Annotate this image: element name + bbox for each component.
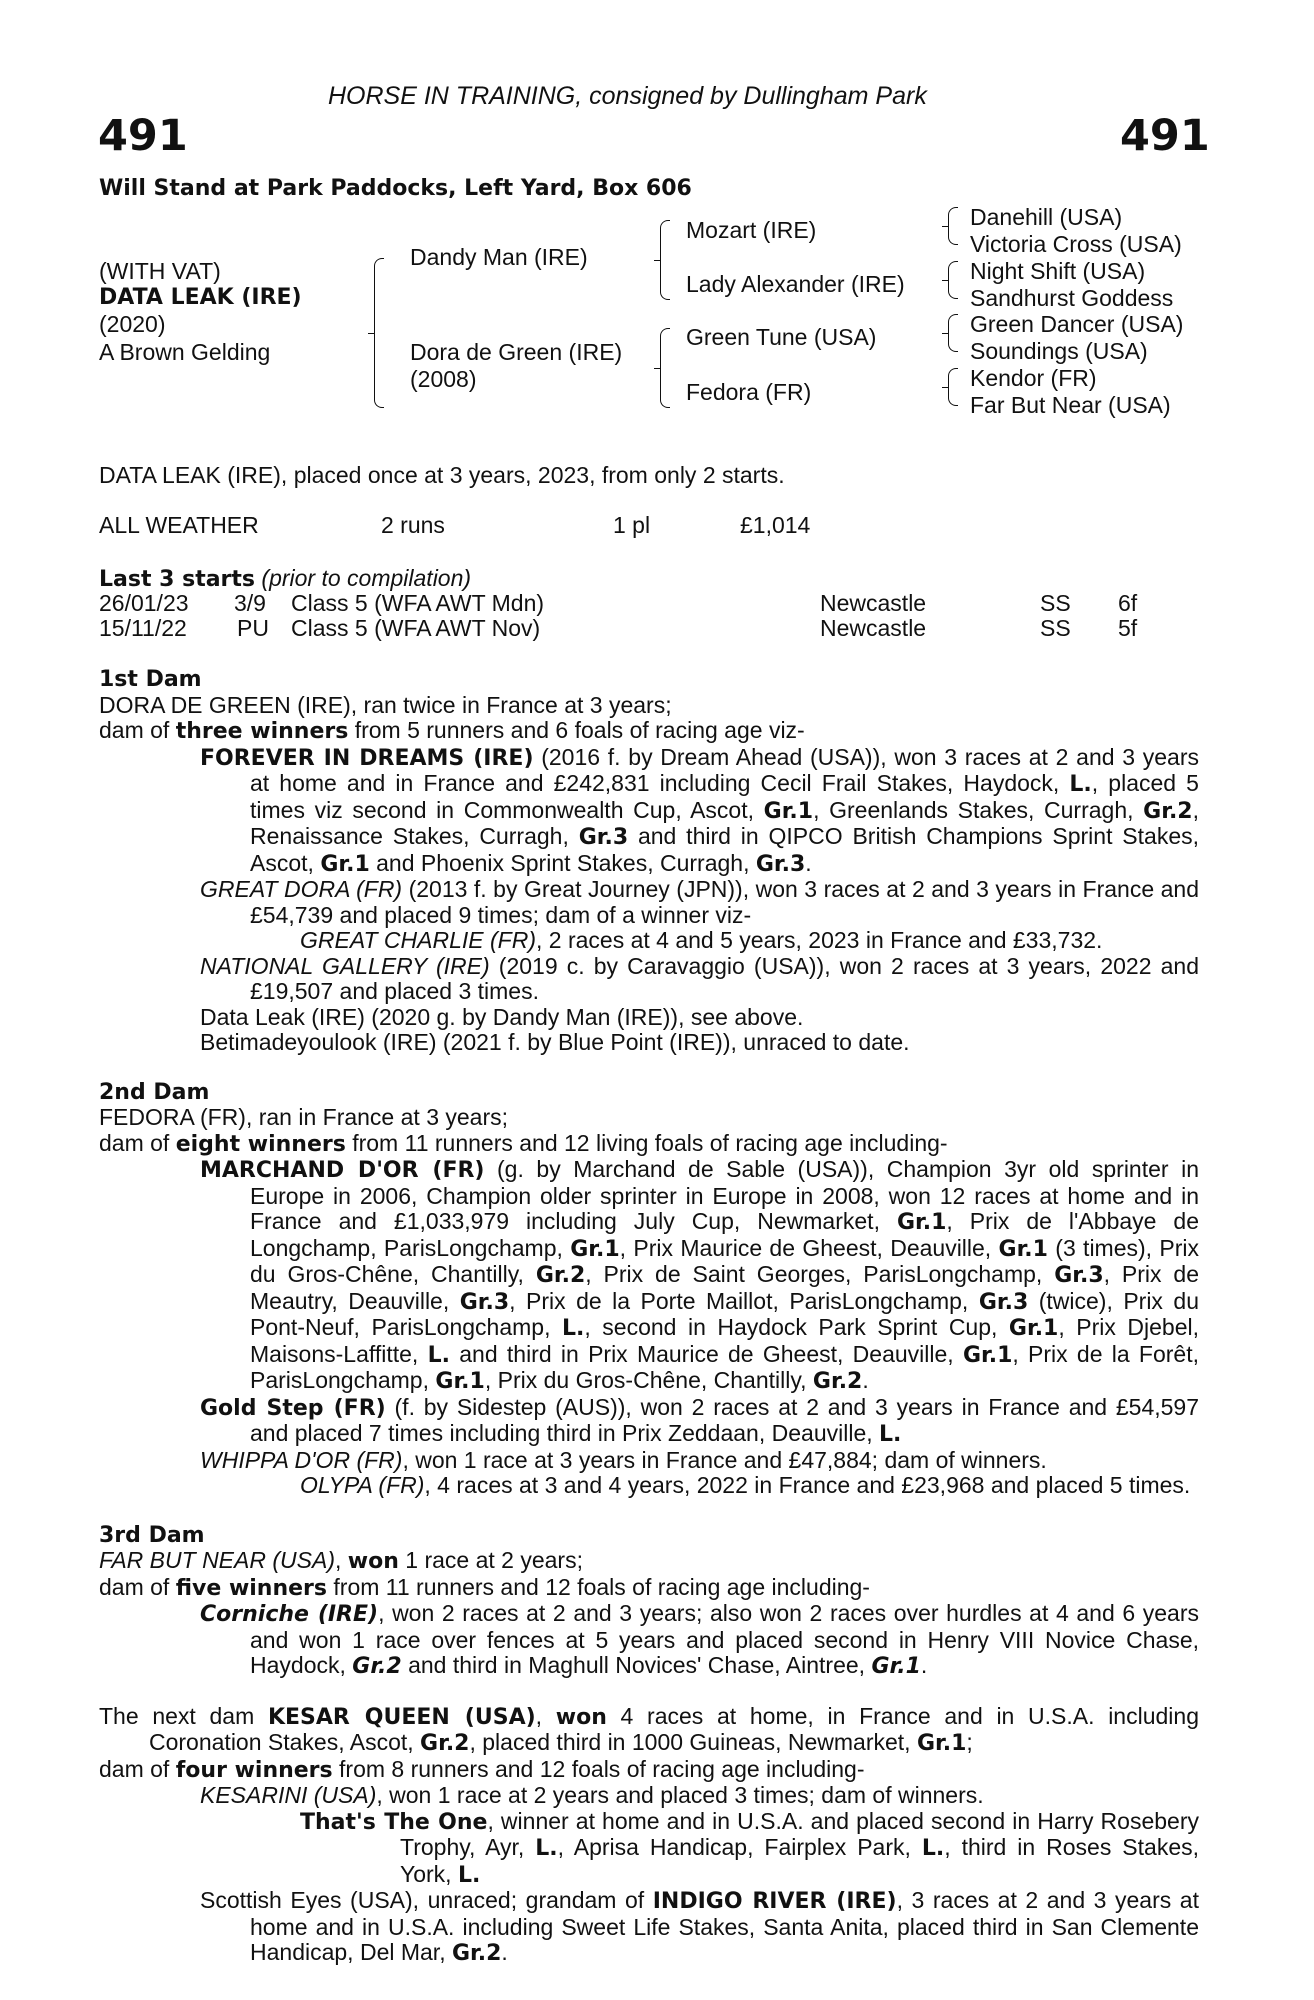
last-starts-heading (99, 566, 471, 593)
text-run: and third in Prix Maurice de Gheest, Deauville, (449, 1340, 963, 1367)
text-run: from 5 runners and 6 foals of racing age viz- (348, 717, 805, 743)
grade-label: L. (921, 1836, 945, 1861)
won-label: won (347, 1549, 399, 1574)
last-starts-title: Last 3 starts (99, 567, 256, 592)
horse-description: A Brown Gelding (99, 339, 271, 365)
catalogue-subtitle: HORSE IN TRAINING, consigned by Dullingham Park (328, 82, 927, 110)
produce-name: NATIONAL GALLERY (IRE) (200, 952, 490, 979)
produce-entry (99, 928, 1199, 954)
produce-name: INDIGO RIVER (IRE) (652, 1889, 897, 1914)
produce-name: FOREVER IN DREAMS (IRE) (200, 745, 534, 771)
race-summary: DATA LEAK (IRE), placed once at 3 years, 2023, from only 2 starts. (99, 462, 785, 488)
text-run: , won 1 race at 3 years in France and £47,884; dam of winners. (402, 1446, 1047, 1473)
section-gap (99, 1499, 1199, 1523)
text-run: . (862, 1367, 869, 1393)
grade-label: Gr.1 (962, 1342, 1013, 1368)
grade-label: Gr.3 (978, 1289, 1029, 1315)
produce-name: OLYPA (FR) (300, 1472, 425, 1498)
grade-label: Gr.2 (352, 1654, 402, 1679)
text-run: and third in Maghull Novices' Chase, Aintree, (401, 1652, 872, 1678)
text-run: . (805, 849, 812, 876)
grade-label: Gr.3 (1054, 1263, 1104, 1288)
dam-details (99, 667, 1199, 1967)
produce-entry (99, 1783, 1199, 1809)
produce-entry (99, 1473, 1199, 1499)
text-run: ; (966, 1729, 973, 1755)
pedigree-g8: Far But Near (USA) (970, 392, 1171, 418)
pedigree-brace (660, 328, 670, 408)
start-distance: 5f (1118, 615, 1138, 641)
text-run: dam of (99, 1573, 176, 1600)
last-starts-note: (prior to compilation) (261, 565, 472, 591)
grade-label: L. (427, 1342, 450, 1368)
pedigree-sire-sire: Mozart (IRE) (686, 217, 817, 243)
second-dam-produce-line (99, 1131, 1199, 1158)
text-run: (g. by Marchand de Sable (USA)), Champion 3yr old sprinter in Europe in 2006, Champion older sprinter in Europe in 2008, won 12 races at home and in France and £1,033,979 including July Cup, Newmarket, (250, 1156, 1200, 1234)
text-run: and Phoenix Sprint Stakes, Curragh, (369, 849, 756, 876)
third-dam-produce-line (99, 1575, 1199, 1602)
pedigree-brace (374, 258, 384, 408)
lot-number-right: 491 (1120, 111, 1210, 161)
start-date: 26/01/23 (99, 590, 189, 616)
first-dam-line: DORA DE GREEN (IRE), ran twice in France at 3 years; (99, 691, 672, 718)
grade-label: L. (457, 1862, 481, 1888)
grade-label: Gr.3 (578, 825, 629, 850)
produce-name: MARCHAND D'OR (FR) (200, 1158, 485, 1183)
pedigree-g2: Victoria Cross (USA) (970, 231, 1182, 257)
grade-label: Gr.1 (916, 1731, 967, 1756)
produce-entry (99, 1601, 1199, 1680)
text-run: 1 race at 2 years; (398, 1547, 583, 1573)
text-run: The next dam (99, 1702, 268, 1729)
text-run: , Greenlands Stakes, Curragh, (813, 796, 1144, 823)
text-run: , second in Haydock Park Sprint Cup, (584, 1314, 1009, 1340)
dam-name: KESAR QUEEN (USA) (267, 1704, 536, 1730)
grade-label: L. (879, 1422, 902, 1447)
winners-count: five winners (175, 1575, 328, 1601)
text-run: , third in Roses Stakes, York, (400, 1834, 1199, 1887)
text-run: dam of (99, 1129, 176, 1156)
text-run: , 2 races at 4 and 5 years, 2023 in France and £33,732. (535, 927, 1103, 953)
produce-name: KESARINI (USA) (200, 1782, 377, 1808)
text-run: , Prix de la Forêt, ParisLongchamp, (250, 1340, 1199, 1393)
text-run: . (920, 1652, 928, 1678)
text-run: 4 races at home, in France and in U.S.A. including Coronation Stakes, Ascot, (149, 1702, 1199, 1755)
section-gap (99, 1680, 1199, 1704)
text-run: , Prix de Saint Georges, ParisLongchamp, (585, 1261, 1055, 1287)
grade-label: Gr.1 (998, 1236, 1048, 1262)
text-run: , Prix de la Porte Maillot, ParisLongchamp, (509, 1287, 979, 1314)
text-run: (3 times), Prix du Gros-Chêne, Chantilly, (250, 1234, 1199, 1287)
second-dam-heading: 2nd Dam (99, 1079, 210, 1105)
start-course: Newcastle (820, 590, 927, 616)
produce-entry (99, 1448, 1199, 1474)
pedigree-sire-dam: Lady Alexander (IRE) (686, 271, 905, 297)
pedigree-g6: Soundings (USA) (970, 338, 1148, 364)
record-runs: 2 runs (381, 512, 445, 538)
grade-label: Gr.2 (1143, 798, 1193, 824)
start-going: SS (1040, 590, 1071, 616)
third-dam-heading: 3rd Dam (99, 1522, 205, 1548)
winners-count: three winners (175, 719, 349, 744)
produce-entry (99, 745, 1199, 878)
grade-label: L. (1069, 772, 1092, 797)
text-run: and third in QIPCO British Champions Sprint Stakes, Ascot, (250, 823, 1200, 876)
grade-label: Gr.1 (320, 851, 370, 877)
text-run: . (501, 1939, 508, 1965)
produce-entry: Data Leak (IRE) (2020 g. by Dandy Man (IRE)), see above. (200, 1003, 804, 1030)
start-race: Class 5 (WFA AWT Nov) (291, 615, 541, 641)
start-going: SS (1040, 615, 1071, 641)
start-position: 3/9 (234, 590, 266, 616)
grade-label: Gr.1 (763, 798, 814, 824)
stand-location: Will Stand at Park Paddocks, Left Yard, Box 606 (99, 176, 692, 201)
produce-entry (99, 877, 1199, 928)
grade-label: Gr.3 (755, 851, 806, 877)
text-run: , won 1 race at 2 years and placed 3 times; dam of winners. (376, 1782, 984, 1808)
text-run: , Aprisa Handicap, Fairplex Park, (557, 1834, 922, 1860)
text-run: from 8 runners and 12 foals of racing age including- (332, 1755, 865, 1782)
grade-label: Gr.2 (451, 1941, 502, 1966)
produce-entry (99, 954, 1199, 1005)
grade-label: Gr.2 (535, 1263, 586, 1288)
pedigree-brace (948, 368, 958, 406)
pedigree-brace (948, 207, 958, 245)
text-run: , Renaissance Stakes, Curragh, (250, 796, 1199, 849)
grade-label: L. (535, 1836, 558, 1861)
text-run: , Prix de l'Abbaye de Longchamp, ParisLongchamp, (250, 1208, 1200, 1261)
start-date: 15/11/22 (99, 615, 187, 641)
produce-name: Gold Step (FR) (200, 1395, 386, 1421)
text-run: , Prix Maurice de Gheest, Deauville, (619, 1234, 999, 1261)
section-gap (99, 1056, 1199, 1080)
pedigree-dam-sire: Green Tune (USA) (686, 324, 877, 350)
pedigree-dam: Dora de Green (IRE) (410, 339, 623, 365)
text-run: Scottish Eyes (USA), unraced; grandam of (200, 1887, 653, 1913)
pedigree-g5: Green Dancer (USA) (970, 311, 1184, 337)
text-run: (2016 f. by Dream Ahead (USA)), won 3 races at 2 and 3 years at home and in France and £242,831 including Cecil Frail Stakes, Haydock, (250, 743, 1199, 796)
text-run: from 11 runners and 12 foals of racing age including- (327, 1573, 870, 1600)
start-position: PU (237, 615, 269, 641)
produce-entry (99, 1809, 1199, 1889)
pedigree-brace (948, 261, 958, 299)
grade-label: Gr.2 (812, 1369, 863, 1394)
produce-name: That's The One (300, 1809, 488, 1835)
text-run: , won 2 races at 2 and 3 years; also won 2 races over hurdles at 4 and 6 years and won 1 race over fences at 5 years and placed second in Henry VIII Novice Chase, Haydock, (250, 1600, 1199, 1678)
pedigree-dam-dam: Fedora (FR) (686, 379, 812, 405)
produce-name: Corniche (IRE) (200, 1602, 379, 1627)
third-dam-line: FAR BUT NEAR (USA), won 1 race at 2 years; (99, 1547, 583, 1574)
start-course: Newcastle (820, 615, 927, 641)
pedigree-g1: Danehill (USA) (970, 204, 1123, 230)
lot-number-left: 491 (98, 111, 188, 161)
winners-count: eight winners (175, 1131, 346, 1157)
winners-count: four winners (175, 1757, 333, 1783)
grade-label: Gr.2 (420, 1731, 470, 1756)
pedigree-brace (948, 314, 958, 352)
start-race: Class 5 (WFA AWT Mdn) (291, 590, 545, 616)
pedigree-g3: Night Shift (USA) (970, 258, 1146, 284)
pedigree-dam-year: (2008) (410, 366, 477, 392)
next-dam-line: The next dam KESAR QUEEN (USA), won 4 races at home, in France and in U.S.A. including Coronation Stakes, Ascot, Gr.2, placed third in 1000 Guineas, Newmarket, Gr.1; (99, 1702, 1199, 1756)
produce-name: GREAT DORA (FR) (200, 876, 403, 902)
first-dam-produce-line (99, 718, 1199, 745)
record-surface: ALL WEATHER (99, 512, 259, 538)
pedigree-g7: Kendor (FR) (970, 365, 1097, 391)
grade-label: Gr.1 (1008, 1316, 1059, 1341)
text-run: , Prix de Meautry, Deauville, (250, 1261, 1199, 1314)
produce-name: WHIPPA D'OR (FR) (200, 1446, 403, 1473)
next-dam-produce-line (99, 1757, 1199, 1784)
grade-label: Gr.1 (435, 1369, 485, 1394)
text-run: , 3 races at 2 and 3 years at home and in U.S.A. including Sweet Life Stakes, Santa Anita, placed third in San Clemente Handicap, Del Mar, (250, 1887, 1199, 1965)
text-run: , placed third in 1000 Guineas, Newmarket, (469, 1729, 917, 1755)
produce-entry (99, 1395, 1199, 1448)
produce-entry (99, 1888, 1199, 1967)
text-run: , 4 races at 3 and 4 years, 2022 in France and £23,968 and placed 5 times. (424, 1472, 1191, 1498)
text-run: , placed 5 times viz second in Commonwealth Cup, Ascot, (250, 770, 1199, 823)
grade-label: Gr.1 (570, 1236, 620, 1262)
grade-label: Gr.3 (459, 1289, 510, 1315)
second-dam-line: FEDORA (FR), ran in France at 3 years; (99, 1104, 509, 1130)
text-run: , Prix du Gros-Chêne, Chantilly, (484, 1367, 813, 1393)
text-run: dam of (99, 1755, 176, 1782)
text-run: (2013 f. by Great Journey (JPN)), won 3 races at 2 and 3 years in France and £54,739 and placed 9 times; dam of a winner viz- (250, 876, 1199, 928)
pedigree-g4: Sandhurst Goddess (970, 285, 1174, 311)
first-dam-heading: 1st Dam (99, 667, 202, 692)
grade-label: L. (561, 1316, 585, 1341)
text-run: (2019 c. by Caravaggio (USA)), won 2 races at 3 years, 2022 and £19,507 and placed 3 times. (250, 952, 1199, 1004)
text-run: from 11 runners and 12 living foals of racing age including- (345, 1129, 948, 1156)
text-run: dam of (99, 717, 176, 743)
produce-entry: Betimadeyoulook (IRE) (2021 f. by Blue Point (IRE)), unraced to date. (200, 1029, 910, 1055)
text-run: , winner at home and in U.S.A. and placed second in Harry Rosebery Trophy, Ayr, (400, 1807, 1199, 1860)
text-run: (f. by Sidestep (AUS)), won 2 races at 2 and 3 years in France and £54,597 and placed 7 times including third in Prix Zeddaan, Deauville, (250, 1393, 1200, 1446)
grade-label: Gr.1 (871, 1654, 921, 1679)
horse-year: (2020) (99, 311, 166, 337)
produce-entry (99, 1157, 1199, 1395)
text-run: (twice), Prix du Pont-Neuf, ParisLongchamp, (250, 1287, 1199, 1340)
vat-label: (WITH VAT) (99, 258, 221, 284)
start-distance: 6f (1118, 590, 1138, 616)
dam-name: FAR BUT NEAR (USA) (99, 1547, 335, 1573)
won-label: won (555, 1704, 607, 1730)
record-placed: 1 pl (613, 512, 651, 538)
text-run: , Prix Djebel, Maisons-Laffitte, (250, 1314, 1199, 1367)
pedigree-brace (660, 220, 670, 300)
record-prize: £1,014 (740, 512, 811, 538)
horse-name: DATA LEAK (IRE) (99, 285, 302, 310)
grade-label: Gr.1 (896, 1210, 947, 1235)
pedigree-sire: Dandy Man (IRE) (410, 244, 588, 270)
produce-name: GREAT CHARLIE (FR) (300, 927, 536, 953)
